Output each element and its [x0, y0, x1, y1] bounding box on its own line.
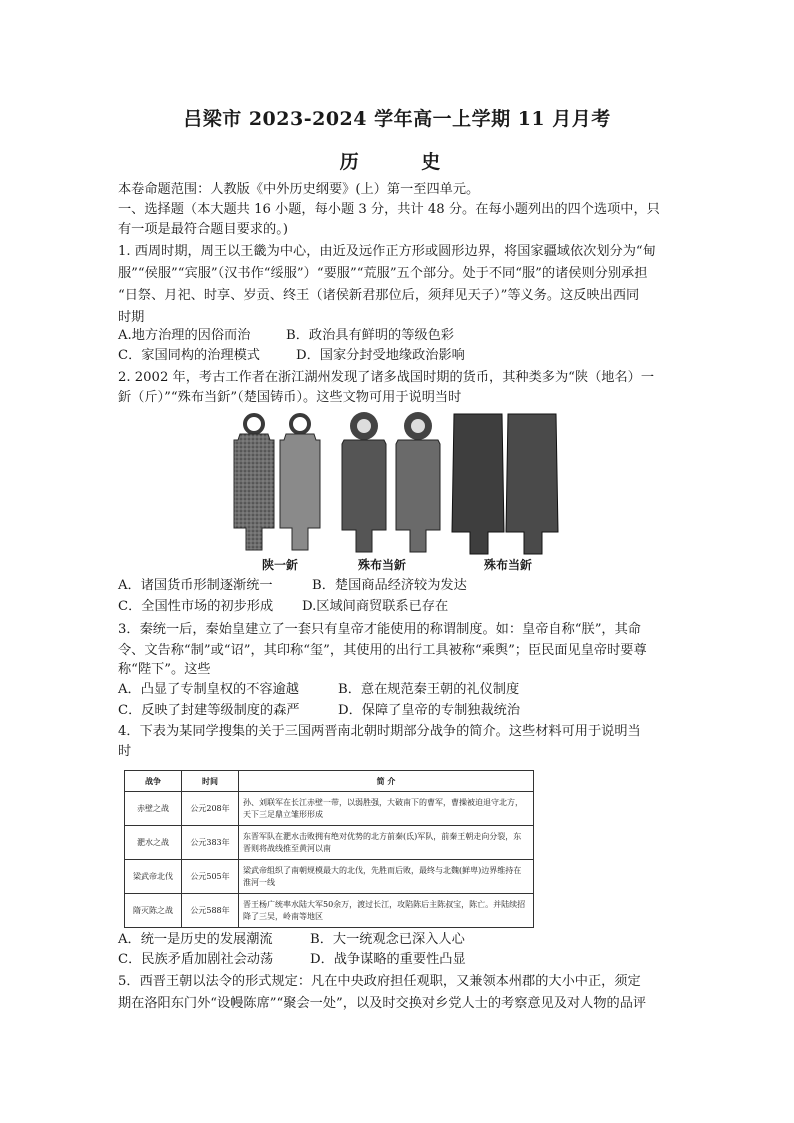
coin-caption-3: 殊布当釿: [484, 558, 533, 572]
q1-option-c: C．家国同构的治理模式: [118, 348, 260, 363]
q2-stem-1: 2. 2002 年，考古工作者在浙江湖州发现了诸多战国时期的货币，其种类多为“陕（地名）一: [118, 370, 655, 385]
q2-option-c: C．全国性市场的初步形成: [118, 599, 274, 614]
q2-option-b: B．楚国商品经济较为发达: [312, 578, 467, 593]
q1-option-a: A.地方治理的因俗而治: [118, 328, 251, 343]
ancient-coins-image: [232, 410, 562, 580]
q2-option-a: A．诸国货币形制逐渐统一: [118, 578, 273, 593]
table-cell: 梁武帝组织了南朝规模最大的北伐，先胜而后败，最终与北魏(鲜卑)边界维持在淮河一线: [239, 860, 534, 894]
section-instruction-2: 有一项是最符合题目要求的。): [118, 222, 288, 237]
subject-title: 历 史: [339, 151, 469, 173]
table-cell: 公元383年: [182, 826, 239, 860]
q1-stem-3: “日祭、月祀、时享、岁贡、终王（诸侯新君那位后，须拜见天子）”等义务。这反映出西同: [118, 288, 640, 303]
table-cell: 东晋军队在淝水击败拥有绝对优势的北方前秦(氐)军队，前秦王朝走向分裂，东晋则将战线推至黄河以南: [239, 826, 534, 860]
table-row: [125, 860, 534, 894]
table-header-cell: 时间: [182, 771, 239, 792]
coin-caption-2: 殊布当釿: [358, 558, 407, 572]
q3-option-c: C．反映了封建等级制度的森严: [118, 703, 300, 718]
table-cell: 孙、刘联军在长江赤壁一带，以弱胜强，大破南下的曹军，曹操被迫退守北方，天下三足鼎立雏形形成: [239, 792, 534, 826]
q5-stem-1: 5．西晋王朝以法令的形式规定：凡在中央政府担任观职，又兼领本州郡的大小中正，须定: [118, 974, 641, 989]
table-cell: 梁武帝北伐: [125, 860, 182, 894]
table-header-cell: 战争: [125, 771, 182, 792]
table-cell: 公元588年: [182, 894, 239, 928]
table-cell: 赤壁之战: [125, 792, 182, 826]
coin-shan-yi-jin-2: [280, 415, 320, 550]
q1-option-b: B．政治具有鲜明的等级色彩: [286, 328, 454, 343]
coin-caption-1: 陕一釿: [262, 558, 299, 572]
q4-option-c: C．民族矛盾加剧社会动荡: [118, 952, 274, 967]
table-row: [125, 826, 534, 860]
q3-stem-1: 3．秦统一后，秦始皇建立了一套只有皇帝才能使用的称谓制度。如：皇帝自称“朕”，其命: [118, 622, 641, 637]
coin-shu-bu-4: [506, 414, 558, 554]
q2-stem-2: 釿（斤）”“殊布当釿”（楚国铸币）。这些文物可用于说明当时: [118, 390, 462, 405]
war-summary-table: [124, 770, 534, 928]
coin-shan-yi-jin-1: [234, 415, 274, 550]
q3-option-a: A．凸显了专制皇权的不容逾越: [118, 682, 299, 697]
scope-text: 本卷命题范围：人教版《中外历史纲要》(上）第一至四单元。: [118, 182, 480, 197]
q3-option-d: D．保障了皇帝的专制独裁统治: [338, 703, 521, 718]
coin-shu-bu-3: [452, 414, 504, 554]
q1-stem-1: 1. 西周时期，周王以王畿为中心，由近及远作正方形或圆形边界，将国家疆域依次划分为“甸: [118, 244, 656, 259]
table-header-row: [125, 771, 534, 792]
table-cell: 晋王杨广统率水陆大军50余万，渡过长江，攻陷陈后主陈叔宝，陈亡。并陆续招降了三吴，岭南等地区: [239, 894, 534, 928]
table-row: [125, 792, 534, 826]
coin-shu-bu-2: [396, 412, 440, 552]
table-cell: 淝水之战: [125, 826, 182, 860]
q1-stem-2: 服”“侯服”“宾服”（汉书作“绥服”）“要服”“荒服”五个部分。处于不同“服”的诸侯则分别承担: [118, 266, 648, 281]
table-header-cell: 简 介: [239, 771, 534, 792]
table-cell: 隋灭陈之战: [125, 894, 182, 928]
q2-option-d: D.区域间商贸联系已存在: [302, 599, 449, 614]
q4-stem-2: 时: [118, 744, 132, 759]
q1-option-d: D．国家分封受地缘政治影响: [296, 348, 465, 363]
q4-stem-1: 4．下表为某同学搜集的关于三国两晋南北朝时期部分战争的简介。这些材料可用于说明当: [118, 724, 641, 739]
table-cell: 公元505年: [182, 860, 239, 894]
q4-option-d: D．战争谋略的重要性凸显: [310, 952, 466, 967]
exam-title: 吕梁市 2023-2024 学年高一上学期 11 月月考: [183, 108, 611, 130]
section-instruction-1: 一、选择题（本大题共 16 小题，每小题 3 分，共计 48 分。在每小题列出的四个选项中，只: [118, 202, 660, 217]
coin-shu-bu-1: [342, 412, 386, 552]
table-row: [125, 894, 534, 928]
table-cell: 公元208年: [182, 792, 239, 826]
q3-option-b: B．意在规范秦王朝的礼仪制度: [338, 682, 520, 697]
q4-option-a: A．统一是历史的发展潮流: [118, 932, 273, 947]
q5-stem-2: 期在洛阳东门外“设幔陈席”“聚会一处”，以及时交换对乡党人士的考察意见及对人物的品评: [118, 996, 647, 1011]
q3-stem-2: 令、文告称“制”或“诏”，其印称“玺”，其使用的出行工具被称“乘舆”；臣民面见皇帝时要尊: [118, 643, 647, 658]
q3-stem-3: 称“陛下”。这些: [118, 662, 211, 677]
q4-option-b: B．大一统观念已深入人心: [310, 932, 465, 947]
q1-stem-4: 时期: [118, 310, 145, 325]
